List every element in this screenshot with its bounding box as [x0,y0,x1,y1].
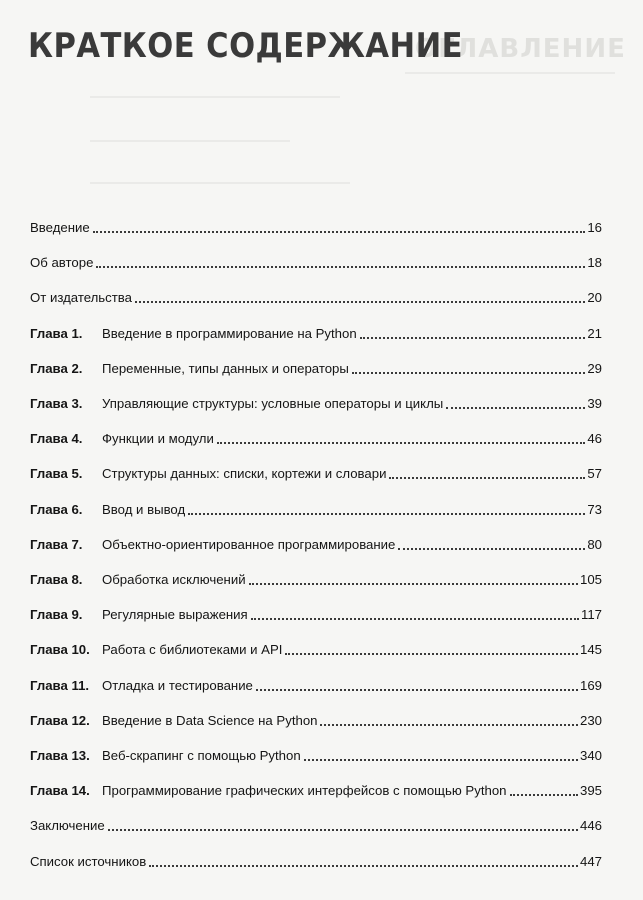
toc-page-number: 230 [579,712,602,728]
toc-leader-dots [446,405,585,409]
toc-entry [30,423,602,447]
toc-entry [30,247,602,271]
toc-chapter-label: Глава 13. [30,748,90,763]
toc-leader-dots [188,511,585,515]
bleed-through-line [405,72,615,74]
bleed-through-heading: ОГЛАВЛЕНИЕ [415,34,626,64]
toc-entry-title: Список источников [30,853,147,869]
toc-leader-dots [510,792,578,796]
toc-leader-dots [256,687,578,691]
toc-page-number: 340 [579,748,602,763]
toc-entry [30,388,602,412]
toc-entry [30,564,602,588]
toc-chapter-label: Глава 10. [30,642,90,658]
toc-entry-title: Об авторе [30,255,94,271]
toc-chapter-label: Глава 1. [30,325,83,341]
toc-entry [30,599,602,623]
toc-leader-dots [398,546,585,550]
toc-chapter-label: Глава 2. [30,360,83,376]
toc-entry-title: Регулярные выражения [102,607,248,623]
toc-leader-dots [93,229,586,233]
toc-entry-title: Введение в программирование на Python [102,325,357,341]
toc-leader-dots [320,722,578,726]
toc-entry [30,458,602,482]
toc-entry [30,282,602,306]
toc-chapter-label: Глава 14. [30,783,90,799]
toc-entry-title: Веб-скрапинг с помощью Python [102,748,301,763]
toc-entry [30,740,602,764]
toc-page-number: 29 [587,360,602,376]
toc-entry-title: Управляющие структуры: условные операторы и циклы [102,396,444,411]
toc-chapter-label: Глава 6. [30,501,83,517]
toc-leader-dots [304,757,578,761]
toc-page-number: 105 [579,572,602,587]
bleed-through-line [90,96,340,98]
toc-page-number: 20 [587,290,602,306]
toc-leader-dots [135,299,585,303]
toc-entry-title: Структуры данных: списки, кортежи и словари [102,466,387,482]
toc-chapter-label: Глава 8. [30,572,83,587]
toc-page-number: 21 [587,325,602,341]
toc-page-number: 73 [587,501,602,517]
toc-page-number: 16 [587,220,602,235]
toc-entry-title: Объектно-ориентированное программирование [102,536,396,552]
bleed-through-line [90,182,350,184]
toc-page-number: 145 [579,642,602,658]
toc-entry-title: Ввод и вывод [102,501,186,517]
toc-page-number: 46 [587,431,602,447]
toc-leader-dots [96,264,585,268]
toc-chapter-label: Глава 9. [30,607,83,623]
toc-entry-title: Обработка исключений [102,572,246,587]
toc-entry [30,634,602,658]
toc-entry [30,494,602,518]
toc-leader-dots [217,440,586,444]
toc-entry-title: Программирование графических интерфейсов с помощью Python [102,783,507,799]
toc-entry [30,212,602,236]
toc-page-number: 18 [587,255,602,271]
toc-leader-dots [285,651,578,655]
toc-entry-title: Функции и модули [102,431,214,447]
toc-page-number: 447 [579,853,602,869]
toc-chapter-label: Глава 12. [30,712,90,728]
toc-page-number: 446 [579,818,602,834]
toc-entry-title: Заключение [30,818,105,834]
toc-chapter-label: Глава 4. [30,431,83,447]
toc-leader-dots [389,475,585,479]
toc-leader-dots [251,616,579,620]
toc-entry [30,810,602,834]
toc-leader-dots [249,581,578,585]
toc-page-number: 169 [579,677,602,693]
toc-page-number: 39 [587,396,602,411]
toc-entry [30,670,602,694]
toc-entry-title: Введение в Data Science на Python [102,712,318,728]
page-title: КРАТКОЕ СОДЕРЖАНИЕ [28,26,463,66]
toc-leader-dots [360,335,586,339]
toc-entry-title: Отладка и тестирование [102,677,253,693]
toc-page-number: 80 [587,536,602,552]
toc-entry [30,846,602,870]
toc-chapter-label: Глава 3. [30,396,83,411]
toc-entry [30,529,602,553]
toc-leader-dots [108,827,578,831]
toc-chapter-label: Глава 7. [30,536,83,552]
toc-leader-dots [352,370,585,374]
toc-entry-title: Введение [30,220,90,235]
toc-chapter-label: Глава 11. [30,677,90,693]
toc-entry-title: Работа с библиотеками и API [102,642,283,658]
toc-entry [30,705,602,729]
toc-entry [30,353,602,377]
toc-page-number: 395 [579,783,602,799]
toc-chapter-label: Глава 5. [30,466,83,482]
toc-entry-title: Переменные, типы данных и операторы [102,360,349,376]
toc-page-number: 57 [587,466,602,482]
toc-leader-dots [149,863,578,867]
bleed-through-line [90,140,290,142]
toc-entry [30,775,602,799]
toc-page-number: 117 [580,607,602,623]
toc-entry-title: От издательства [30,290,133,306]
toc-entry [30,318,602,342]
